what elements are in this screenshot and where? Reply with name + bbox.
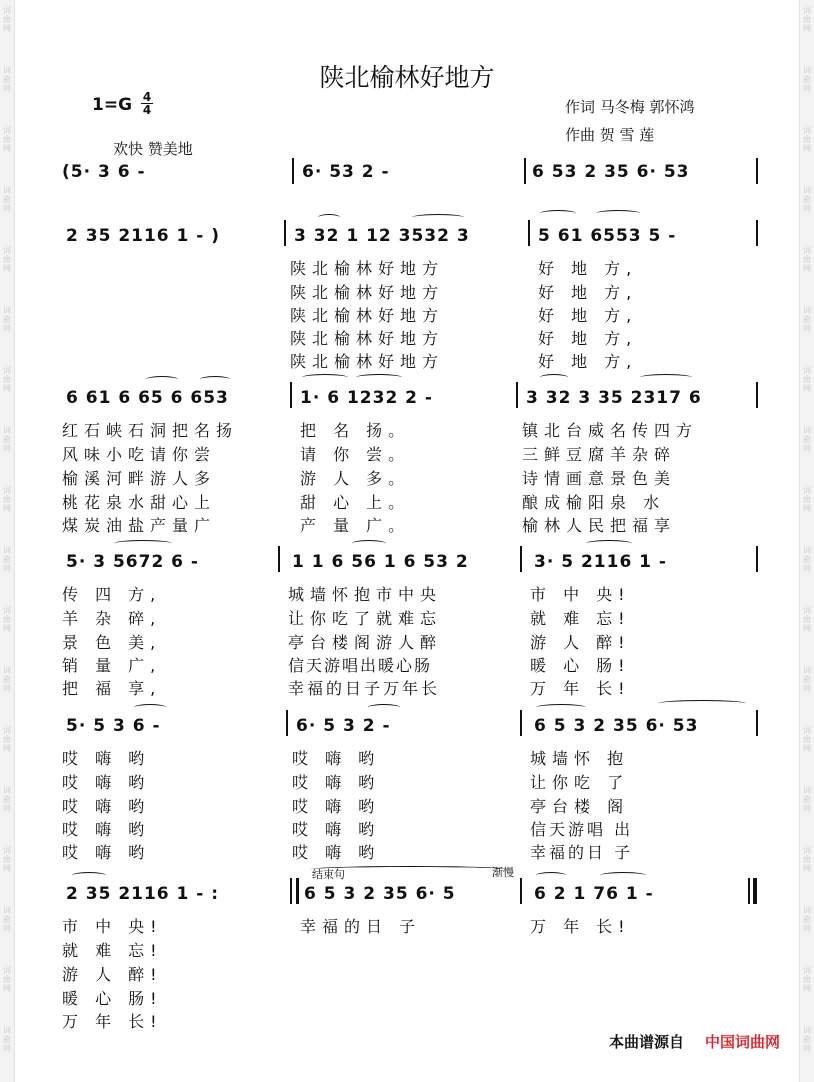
notes-measure: 6 61 6 65 6 653 [66,388,229,408]
lyric-line: 销 量 广, [62,656,162,675]
lyric-line: 城墙怀抱市中央 [288,585,443,604]
watermark-glyph: 词 曲 网 [803,126,811,153]
lyric-line: 市 中 央! [530,585,631,604]
slur [586,540,632,547]
watermark-glyph: 词 曲 网 [803,966,811,993]
lyric-line: 就 难 忘! [530,609,631,628]
watermark-glyph: 词 曲 网 [3,666,11,693]
watermark-glyph: 词 曲 网 [3,186,11,213]
watermark-glyph: 词 曲 网 [3,366,11,393]
barline [290,382,292,408]
notes-measure: 6· 5 3 2 - [296,716,391,736]
watermark-glyph: 词 曲 网 [803,6,811,33]
barline [292,158,294,184]
barline [516,382,518,408]
watermark-glyph: 词 曲 网 [3,426,11,453]
final-barline [753,878,757,904]
lyric-line: 哎 嗨 哟 [62,843,151,862]
watermark-glyph: 词 曲 网 [3,726,11,753]
ritardando-mark: 渐慢 [492,866,514,879]
lyric-line: 哎 嗨 哟 [292,749,381,768]
barline [278,546,280,572]
watermark-glyph: 词 曲 网 [3,546,11,573]
lyric-line: 诗情画意景色美 [522,469,677,488]
notes-measure: 3 32 3 35 2317 6 [526,388,702,408]
lyric-line: 甜 心 上。 [300,493,411,512]
slur [356,374,402,381]
notes-measure: 2 35 2116 1 - ) [66,226,221,246]
slur [352,540,386,547]
ending-mark: 结束句 [312,868,345,881]
lyric-line: 游 人 多。 [300,469,411,488]
slur [540,374,568,381]
final-barline [748,878,750,904]
slur [134,704,166,711]
slur [412,214,464,221]
watermark-glyph: 词 曲 网 [3,786,11,813]
slur [536,872,566,879]
barline [756,710,758,736]
notes-measure: 1 1 6 56 1 6 53 2 [292,552,469,572]
notes-measure: 6 5 3 2 35 6· 5 [304,884,456,904]
lyric-line: 陕北榆林好地方 [290,259,445,278]
slur [146,376,178,383]
lyric-line: 幸福的日 子 [300,917,422,936]
watermark-glyph: 词 曲 网 [803,186,811,213]
slur [200,376,230,383]
lyric-line: 陕北榆林好地方 [290,283,445,302]
barline [520,878,522,904]
lyric-line: 就 难 忘! [62,941,163,960]
lyric-line: 万 年 长! [62,1012,163,1031]
barline [756,382,758,408]
barline [286,710,288,736]
notes-measure: 2 35 2116 1 - : [66,884,220,904]
lyric-line: 哎 嗨 哟 [292,797,381,816]
repeat-barline [296,878,299,904]
watermark-glyph: 词 曲 网 [3,966,11,993]
lyric-line: 传 四 方, [62,585,162,604]
watermark-glyph: 词 曲 网 [3,1026,11,1053]
watermark-glyph: 词 曲 网 [803,366,811,393]
time-signature-top: 4 [142,90,152,104]
lyric-line: 请 你 尝。 [300,445,411,464]
watermark-glyph: 词 曲 网 [803,1026,811,1053]
lyric-line: 好 地 方, [538,306,638,325]
watermark-glyph: 词 曲 网 [803,306,811,333]
barline [528,220,530,246]
notes-measure: 1· 6 1232 2 - [300,388,433,408]
lyric-line: 万 年 长! [530,679,631,698]
lyric-line: 信天游唱 出 [530,820,634,839]
lyric-line: 景 色 美, [62,633,162,652]
barline [520,546,522,572]
lyric-line: 桃花泉水甜心上 [62,493,217,512]
lyric-line: 暖 心 肠! [530,656,631,675]
slur [310,866,510,873]
barline [756,158,758,184]
lyric-line: 哎 嗨 哟 [292,843,381,862]
slur [658,700,746,707]
source-label: 本曲谱源自 [608,1033,684,1051]
barline [756,220,758,246]
barline [284,220,286,246]
barline [756,546,758,572]
notes-measure: 6 2 1 76 1 - [534,884,654,904]
lyric-line: 哎 嗨 哟 [292,820,381,839]
barline [520,710,522,736]
slur [318,214,340,221]
source-brand-link[interactable]: 中国词曲网 [704,1033,780,1051]
barline [524,158,526,184]
watermark-glyph: 词 曲 网 [3,246,11,273]
lyric-line: 把 名 扬。 [300,421,411,440]
lyric-line: 哎 嗨 哟 [62,797,151,816]
slur [302,374,348,381]
notes-measure: 6 53 2 35 6· 53 [532,162,690,182]
watermark-glyph: 词 曲 网 [803,606,811,633]
watermark-glyph: 词 曲 网 [3,486,11,513]
slur [536,704,586,711]
watermark-glyph: 词 曲 网 [803,426,811,453]
lyric-line: 酿成榆阳泉 水 [522,493,666,512]
lyric-line: 陕北榆林好地方 [290,306,445,325]
watermark-glyph: 词 曲 网 [803,666,811,693]
watermark-glyph: 词 曲 网 [3,6,11,33]
lyric-line: 幸福的日子万年长 [288,679,441,698]
time-signature [141,91,153,116]
watermark-glyph: 词 曲 网 [3,306,11,333]
notes-measure: 6 5 3 2 35 6· 53 [534,716,699,736]
watermark-glyph: 词 曲 网 [803,786,811,813]
lyric-line: 哎 嗨 哟 [62,773,151,792]
lyric-line: 哎 嗨 哟 [62,820,151,839]
lyric-line: 镇北台威名传四方 [522,421,699,440]
lyric-line: 榆林人民把福享 [522,516,677,535]
lyric-line: 风味小吃请你尝 [62,445,217,464]
watermark-glyph: 词 曲 网 [803,846,811,873]
lyric-line: 游 人 醉! [62,965,163,984]
lyric-line: 信天游唱出暖心肠 [288,656,433,675]
slur [600,872,646,879]
lyric-line: 红石峡石洞把名扬 [62,421,239,440]
watermark-glyph: 词 曲 网 [3,606,11,633]
lyric-line: 万 年 长! [530,917,631,936]
notes-measure: 3· 5 2116 1 - [534,552,667,572]
notes-measure: 6· 53 2 - [302,162,390,182]
lyric-line: 让你吃 了 [530,773,630,792]
watermark-glyph: 词 曲 网 [3,126,11,153]
lyric-line: 产 量 广。 [300,516,411,535]
watermark-glyph: 词 曲 网 [803,246,811,273]
lyric-line: 好 地 方, [538,329,638,348]
slur [368,704,400,711]
song-title: 陕北榆林好地方 [319,63,495,92]
lyric-line: 亭台楼 阁 [530,797,630,816]
repeat-barline [290,878,292,904]
lyric-line: 好 地 方, [538,283,638,302]
lyric-line: 榆溪河畔游人多 [62,469,217,488]
lyric-line: 煤炭油盐产量广 [62,516,217,535]
watermark-glyph: 词 曲 网 [3,846,11,873]
slur [72,872,106,879]
lyric-line: 陕北榆林好地方 [290,352,445,371]
notes-measure: (5· 3 6 - [62,162,146,182]
lyric-line: 暖 心 肠! [62,989,163,1008]
watermark-glyph: 词 曲 网 [803,66,811,93]
composer-credit: 作曲 贺 雪 莲 [565,126,655,144]
watermark-glyph: 词 曲 网 [803,906,811,933]
lyric-line: 好 地 方, [538,259,638,278]
lyric-line: 幸福的日 子 [530,843,634,862]
time-signature-bottom: 4 [142,103,152,117]
watermark-glyph: 词 曲 网 [803,546,811,573]
notes-measure: 5· 3 5672 6 - [66,552,199,572]
lyric-line: 哎 嗨 哟 [292,773,381,792]
lyricist-credit: 作词 马冬梅 郭怀鸿 [565,98,695,116]
lyric-line: 羊 杂 碎, [62,609,162,628]
watermark-glyph: 词 曲 网 [803,726,811,753]
slur [114,540,172,547]
notes-measure: 5 61 6553 5 - [538,226,677,246]
slur [640,374,692,381]
notes-measure: 5· 5 3 6 - [66,716,161,736]
lyric-line: 把 福 享, [62,679,162,698]
key-signature: 1=G [92,95,133,115]
notes-measure: 3 32 1 12 3532 3 [294,226,470,246]
lyric-line: 城墙怀 抱 [530,749,630,768]
lyric-line: 让你吃了就难忘 [288,609,443,628]
slur [596,210,640,217]
lyric-line: 市 中 央! [62,917,163,936]
tempo-marking: 欢快 赞美地 [113,140,193,158]
watermark-glyph: 词 曲 网 [3,66,11,93]
lyric-line: 好 地 方, [538,352,638,371]
lyric-line: 陕北榆林好地方 [290,329,445,348]
lyric-line: 三鲜豆腐羊杂碎 [522,445,677,464]
lyric-line: 游 人 醉! [530,633,631,652]
watermark-glyph: 词 曲 网 [3,906,11,933]
slur [540,210,576,217]
lyric-line: 亭台楼阁游人醉 [288,633,443,652]
lyric-line: 哎 嗨 哟 [62,749,151,768]
watermark-glyph: 词 曲 网 [803,486,811,513]
